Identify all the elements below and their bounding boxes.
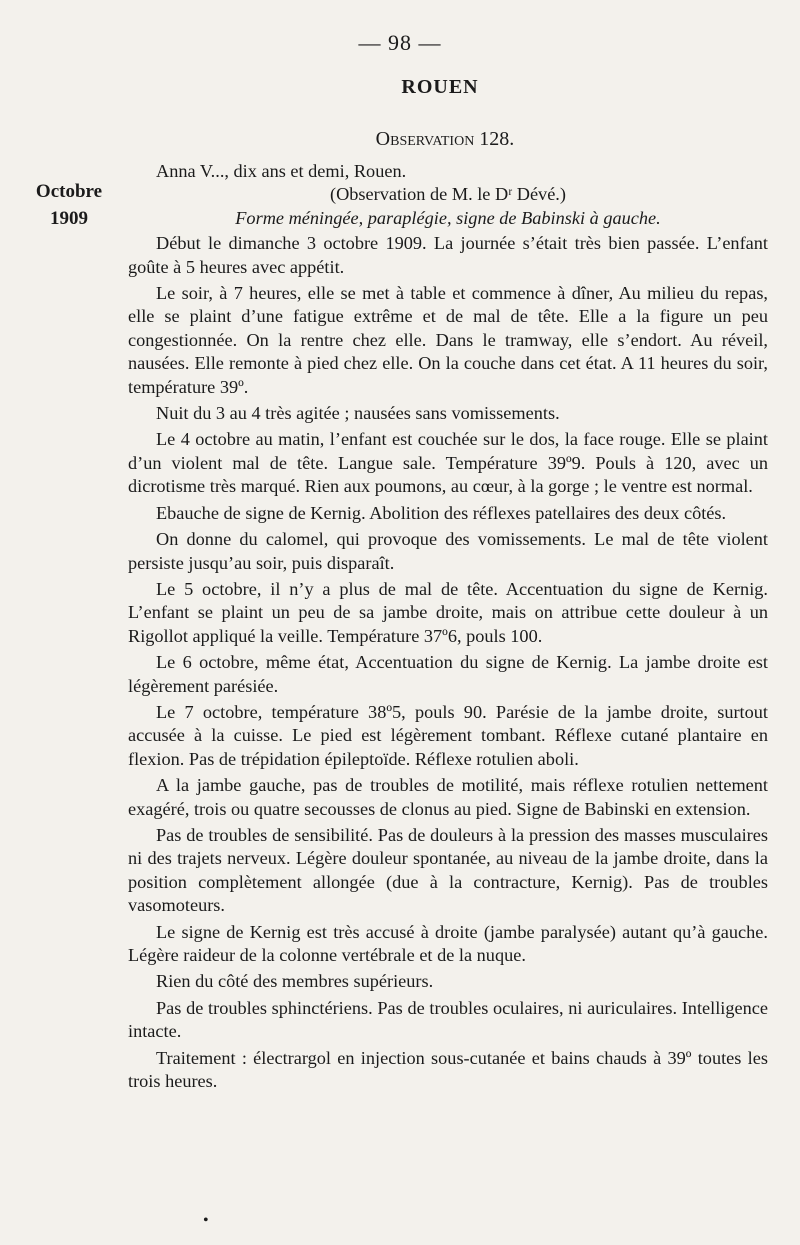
- paragraph: Pas de troubles sphinctériens. Pas de troubles oculaires, ni auriculaires. Intelligence intacte.: [128, 997, 768, 1042]
- running-head: ROUEN: [401, 76, 479, 98]
- margin-month: Octobre: [35, 181, 103, 202]
- observation-subtitle: Forme méningée, paraplégie, signe de Babinski à gauche.: [235, 207, 661, 228]
- paragraph: Le 5 octobre, il n’y a plus de mal de tête. Accentuation du signe de Kernig. L’enfant se plaint un peu de sa jambe droite, mais on attribue cette douleur à un Rigollot appliqué la veille. Température 37º6, pouls 100.: [128, 578, 768, 646]
- paragraph: Le 6 octobre, même état, Accentuation du signe de Kernig. La jambe droite est légèrement parésiée.: [128, 652, 768, 696]
- paragraph: Pas de troubles de sensibilité. Pas de douleurs à la pression des masses musculaires ni des trajets nerveux. Légère douleur spontanée, au niveau de la jambe droite, dans la position complètement allongée (due à la contracture, Kernig). Pas de troubles vasomoteurs.: [128, 824, 768, 916]
- paragraph: Le soir, à 7 heures, elle se met à table et commence à dîner, Au milieu du repas, elle se plaint d’une fatigue extrême et de mal de tête. Elle a la figure un peu congestionnée. On la rentre chez elle. Dans le tramway, elle s’endort. Au réveil, nausées. Elle remonte à pied chez elle. On la couche dans cet état. A 11 heures du soir, température 39º.: [128, 283, 768, 397]
- page-number: — 98 —: [358, 30, 442, 55]
- margin-date-note: [28, 178, 110, 232]
- paragraph: Nuit du 3 au 4 très agitée ; nausées sans vomissements.: [156, 403, 560, 424]
- observer-line: (Observation de M. le Dʳ Dévé.): [330, 184, 566, 205]
- observation-title: Observation 128.: [375, 128, 515, 150]
- printer-mark: •: [203, 1212, 209, 1229]
- paragraph: Début le dimanche 3 octobre 1909. La journée s’était très bien passée. L’enfant goûte à 5 heures avec appétit.: [128, 233, 768, 277]
- paragraph: Rien du côté des membres supérieurs.: [156, 971, 434, 992]
- observation-body: [128, 160, 768, 1093]
- paragraph: A la jambe gauche, pas de troubles de motilité, mais réflexe rotulien nettement exagéré, trois ou quatre secousses de clonus au pied. Signe de Babinski en extension.: [128, 775, 768, 819]
- paragraph: Le signe de Kernig est très accusé à droite (jambe paralysée) autant qu’à gauche. Légère raideur de la colonne vertébrale et de la nuque.: [128, 921, 768, 965]
- margin-year: 1909: [50, 208, 88, 229]
- patient-line: Anna V..., dix ans et demi, Rouen.: [156, 161, 407, 181]
- paragraph: Le 7 octobre, température 38º5, pouls 90. Parésie de la jambe droite, surtout accusée à la cuisse. Le pied est légèrement tombant. Réflexe cutané plantaire en flexion. Pas de trépidation épileptoïde. Réflexe rotulien aboli.: [128, 701, 768, 769]
- paragraph: Le 4 octobre au matin, l’enfant est couchée sur le dos, la face rouge. Elle se plaint d’un violent mal de tête. Langue sale. Température 39º9. Pouls à 120, avec un dicrotisme très marqué. Rien aux poumons, au cœur, à la gorge ; le ventre est normal.: [128, 429, 768, 497]
- paragraph: Ebauche de signe de Kernig. Abolition des réflexes patellaires des deux côtés.: [156, 502, 727, 523]
- paragraph: On donne du calomel, qui provoque des vomissements. Le mal de tête violent persiste jusqu’au soir, puis disparaît.: [128, 529, 768, 573]
- paragraph: Traitement : électrargol en injection sous-cutanée et bains chauds à 39º toutes les trois heures.: [128, 1047, 768, 1092]
